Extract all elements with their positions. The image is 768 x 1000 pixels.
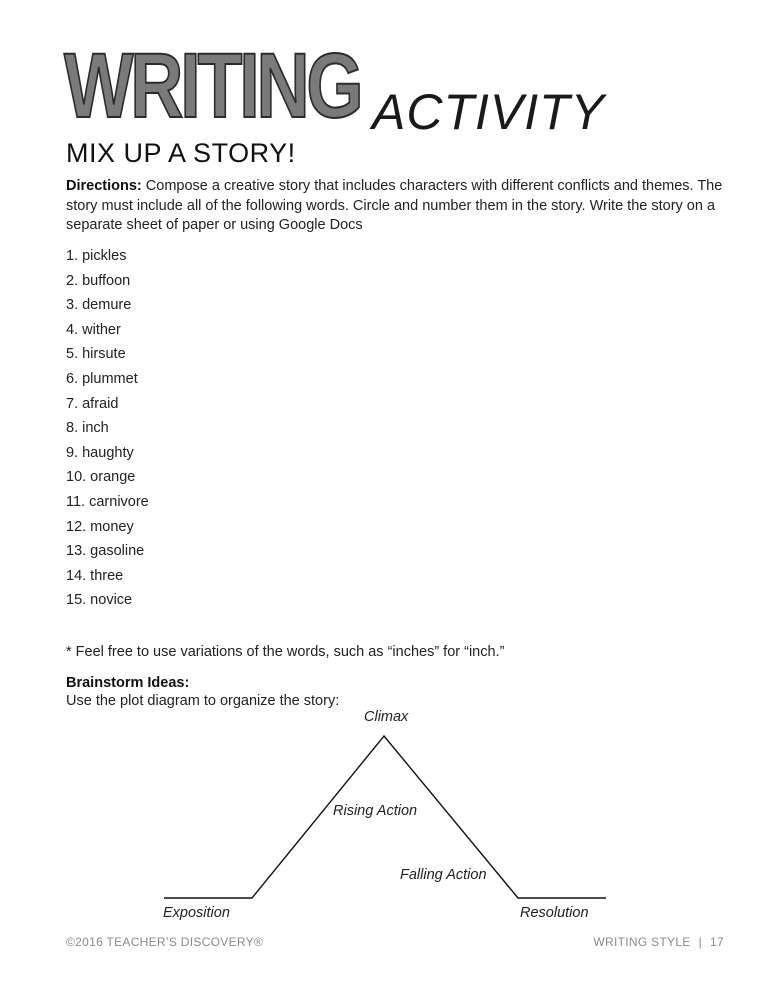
- title-writing: WRITING: [64, 35, 361, 137]
- footer-copyright: ©2016 TEACHER’S DISCOVERY®: [66, 935, 264, 949]
- word-item: 12. money: [66, 518, 134, 535]
- footer-page-number: 17: [710, 935, 724, 949]
- directions-text: Compose a creative story that includes characters with different conflicts and themes. The story must include all of the following words. Circle and number them in the story. Write the story on a separate sheet of paper or using Google Docs: [66, 178, 723, 233]
- word-item: 13. gasoline: [66, 543, 145, 560]
- footer-page-info: [593, 935, 724, 949]
- word-item: 9. haughty: [66, 444, 134, 461]
- variation-note: * Feel free to use variations of the words, such as “inches” for “inch.”: [66, 644, 505, 660]
- page-subtitle: MIX UP A STORY!: [66, 138, 296, 168]
- word-item: 15. novice: [66, 592, 133, 609]
- footer-separator: |: [698, 935, 703, 949]
- plot-label-rising-action: Rising Action: [333, 803, 418, 819]
- plot-label-falling-action: Falling Action: [400, 867, 487, 883]
- plot-label-climax: Climax: [364, 709, 409, 725]
- footer-section: WRITING STYLE: [593, 935, 691, 949]
- word-item: 6. plummet: [66, 370, 138, 387]
- brainstorm-label: Brainstorm Ideas:: [66, 675, 190, 691]
- word-item: 3. demure: [66, 297, 132, 314]
- plot-label-resolution: Resolution: [520, 905, 589, 921]
- word-item: 8. inch: [66, 420, 109, 437]
- word-item: 11. carnivore: [66, 493, 149, 510]
- word-item: 2. buffoon: [66, 272, 131, 289]
- word-item: 7. afraid: [66, 395, 119, 412]
- brainstorm-text: Use the plot diagram to organize the story:: [66, 693, 340, 709]
- word-item: 5. hirsute: [66, 346, 126, 363]
- title-activity: ACTIVITY: [372, 84, 606, 140]
- word-item: 4. wither: [66, 321, 121, 338]
- word-item: 10. orange: [66, 469, 136, 486]
- word-item: 1. pickles: [66, 248, 127, 264]
- word-item: 14. three: [66, 567, 124, 584]
- directions-label: Directions:: [66, 178, 142, 194]
- plot-label-exposition: Exposition: [163, 905, 230, 921]
